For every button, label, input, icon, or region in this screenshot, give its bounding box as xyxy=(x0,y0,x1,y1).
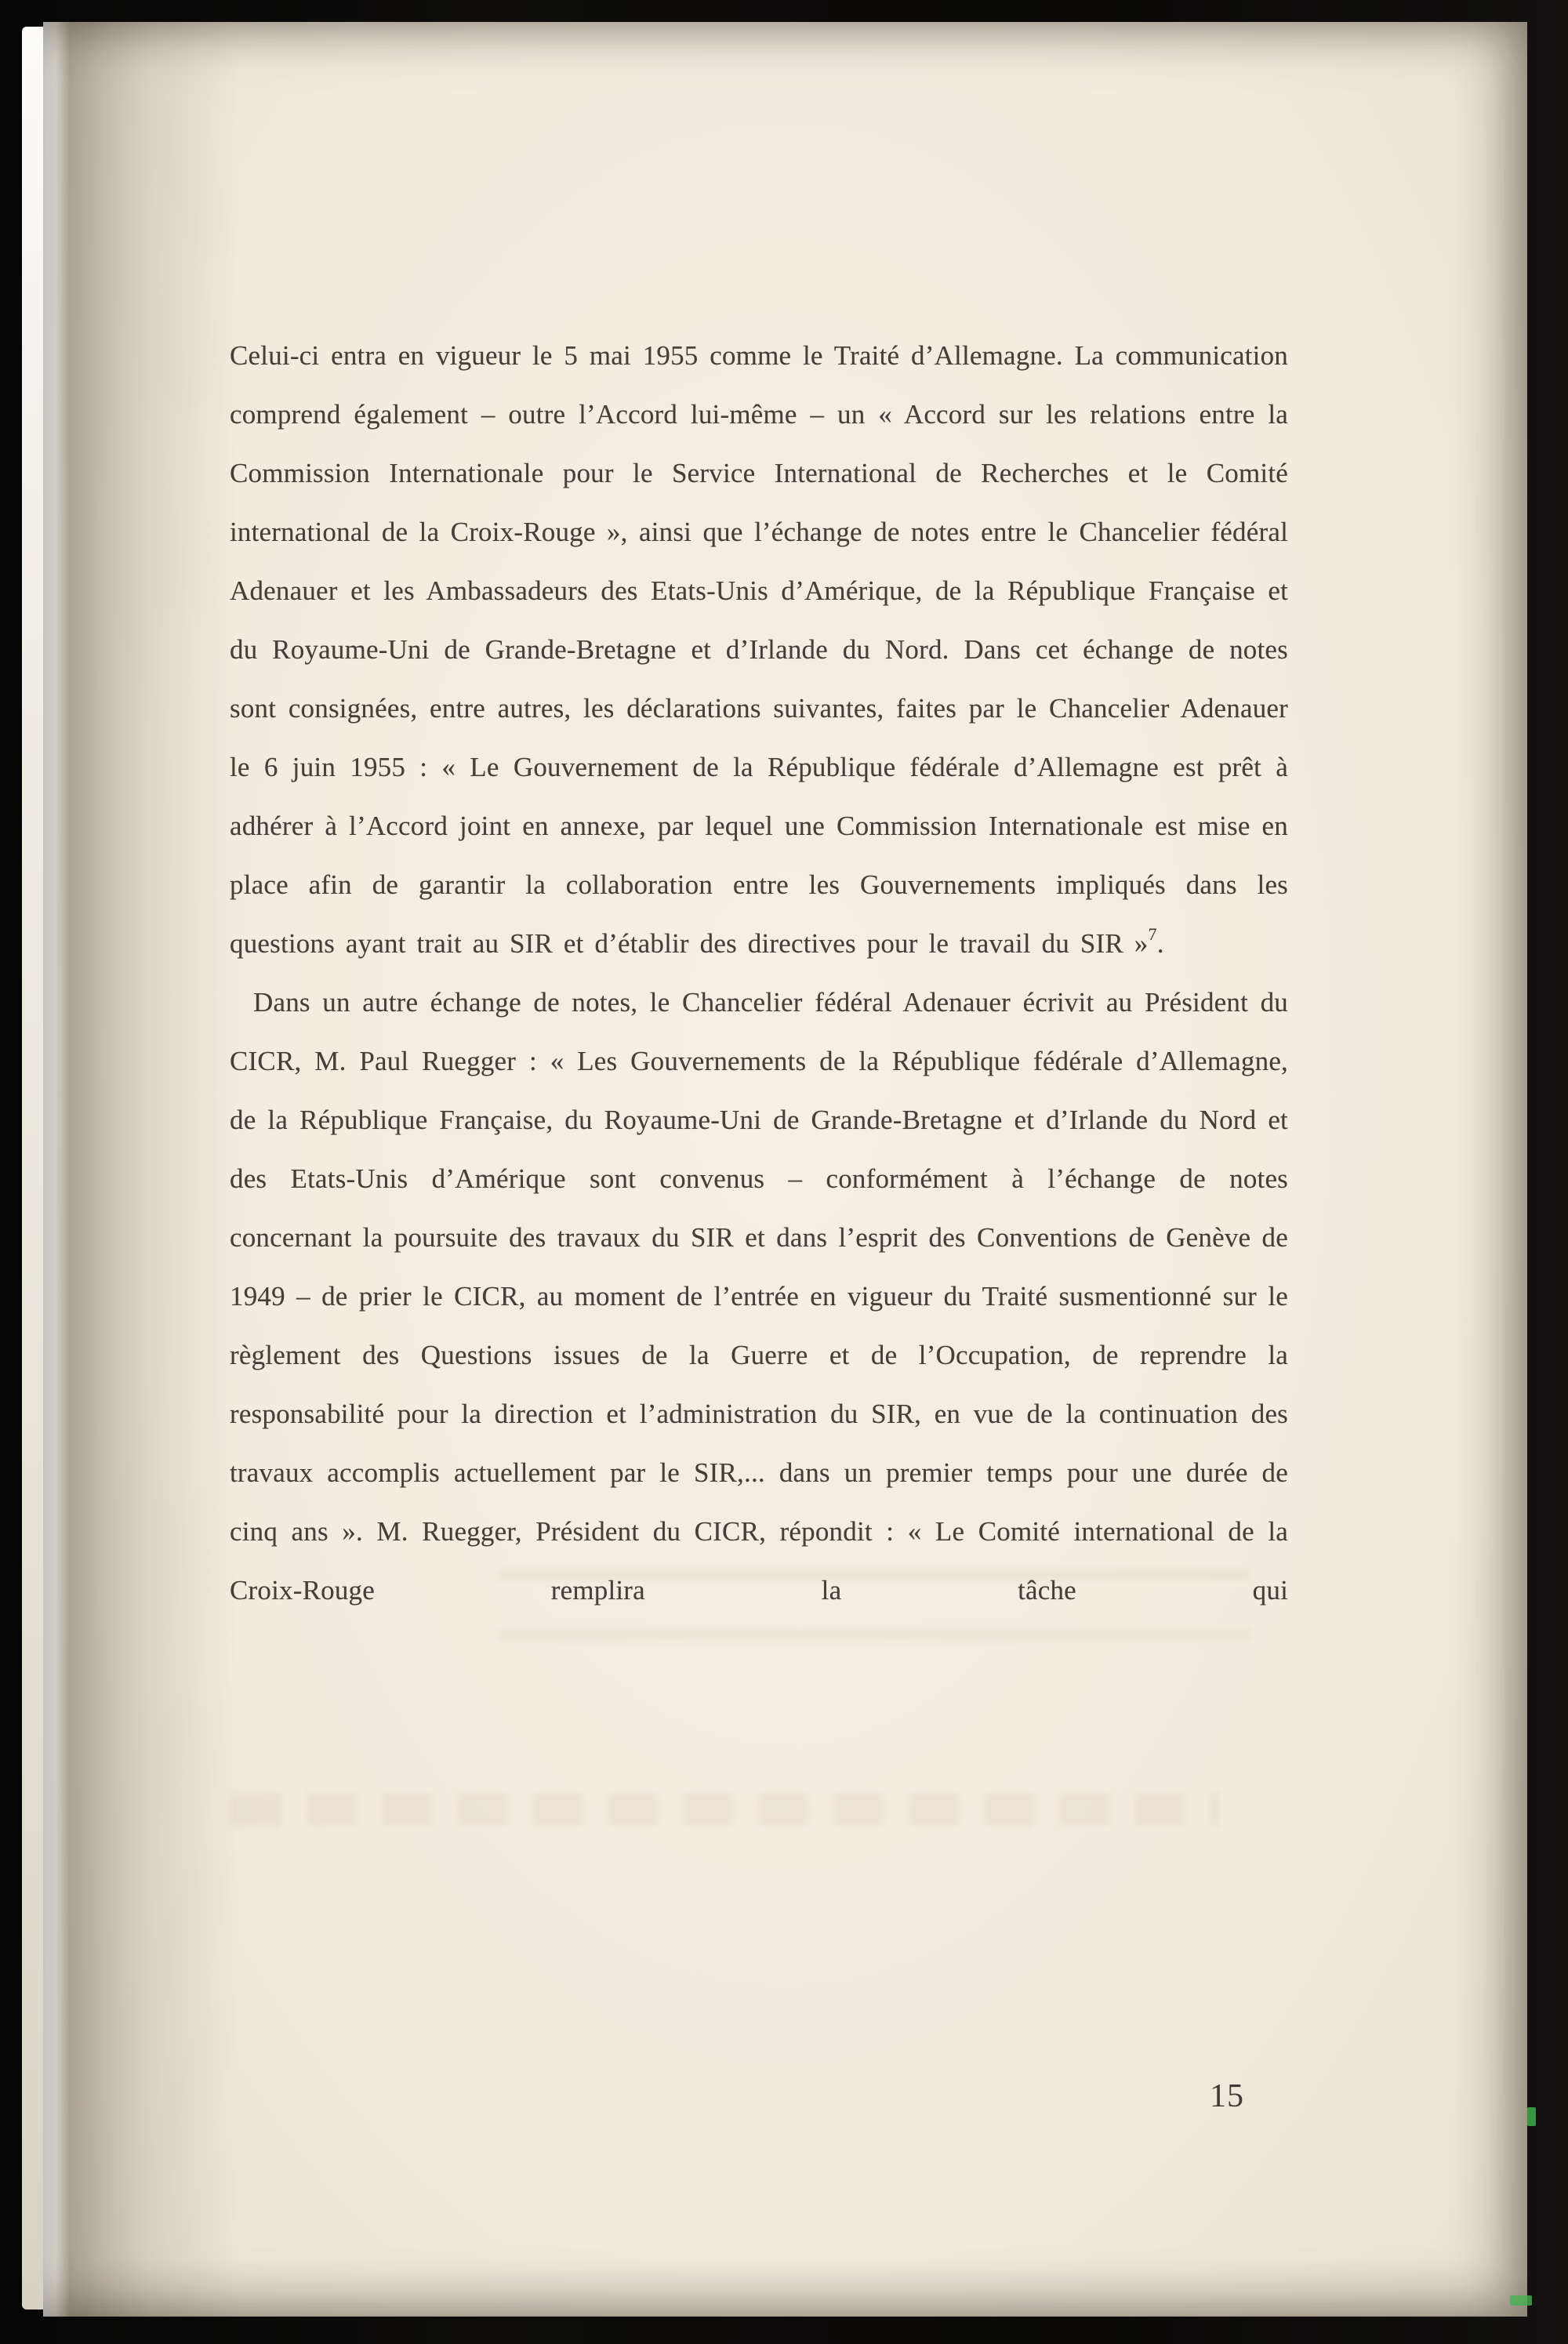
body-text xyxy=(230,326,1288,1620)
paragraph-text: Celui-ci entra en vigueur le 5 mai 1955 comme le Traité d’Allemagne. La communication comprend également – outre l’Accord lui-même – un « Accord sur les relations entre la Commission Internationale pour le Service International de Recherches et le Comité international de la Croix-Rouge », ainsi que l’échange de notes entre le Chancelier fédéral Adenauer et les Ambassadeurs des Etats-Unis d’Amérique, de la République Française et du Royaume-Uni de Grande-Bretagne et d’Irlande du Nord. Dans cet échange de notes sont consignées, entre autres, les déclarations suivantes, faites par le Chancelier Adenauer le 6 juin 1955 : « Le Gouvernement de la République fédérale d’Allemagne est prêt à adhérer à l’Accord joint en annexe, par lequel une Commission Internationale est mise en place afin de garantir la collaboration entre les Gouvernements impliqués dans les questions ayant trait au SIR et d’établir des directives pour le travail du SIR » xyxy=(230,340,1288,959)
paragraph-text-tail: . xyxy=(1156,928,1164,959)
paragraph xyxy=(230,326,1288,973)
paragraph: Dans un autre échange de notes, le Chancelier fédéral Adenauer écrivit au Président du CICR, M. Paul Ruegger : « Les Gouvernements de la République fédérale d’Allemagne, de la République Française, du Royaume-Uni de Grande-Bretagne et d’Irlande du Nord et des Etats-Unis d’Amérique sont convenus – conformément à l’échange de notes concernant la poursuite des travaux du SIR et dans l’esprit des Conventions de Genève de 1949 – de prier le CICR, au moment de l’entrée en vigueur du Traité susmentionné sur le règlement des Questions issues de la Guerre et de l’Occupation, de reprendre la responsabilité pour la direction et l’administration du SIR, en vue de la continuation des travaux accomplis actuellement par le SIR,... dans un premier temps pour une durée de cinq ans ». M. Ruegger, Président du CICR, répondit : « Le Comité international de la Croix-Rouge remplira la tâche qui xyxy=(230,987,1288,1606)
page-number: 15 xyxy=(1210,2078,1244,2114)
ink-bleed-through xyxy=(231,1792,1219,1827)
scan-artifact-green xyxy=(1527,2107,1536,2126)
book-page xyxy=(43,22,1527,2317)
footnote-marker: 7 xyxy=(1148,924,1157,944)
scan-artifact-green xyxy=(1510,2295,1532,2306)
